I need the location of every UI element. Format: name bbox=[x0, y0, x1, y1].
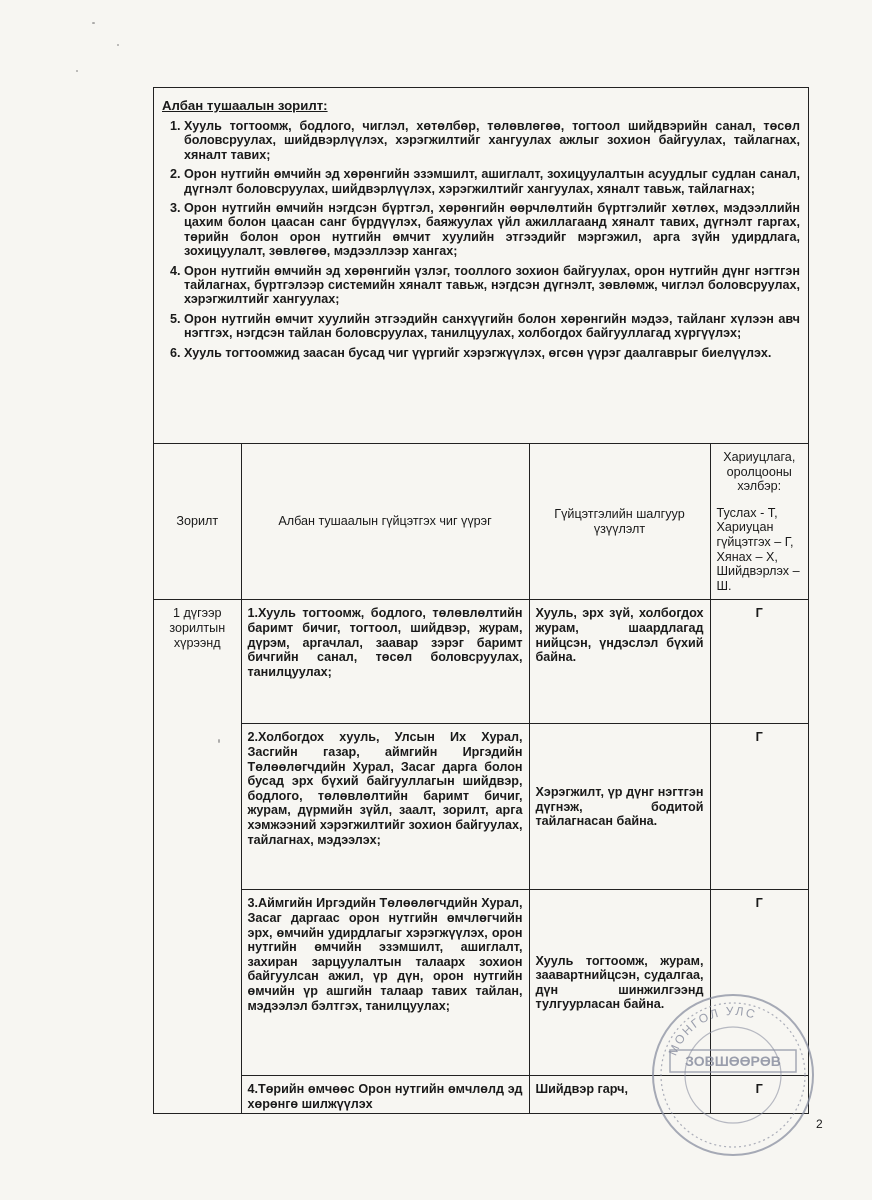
purpose-section bbox=[154, 88, 808, 444]
criteria-cell: Хууль тогтоомж, журам, заавартнийцсэн, судалгаа, дүн шинжилгээнд тулгуурласан байна. bbox=[529, 890, 710, 1076]
purpose-item: 3. Орон нутгийн өмчийн нэгдсэн бүртгэл, хөрөнгийн өөрчлөлтийн бүртгэлийг хөтлөх, мэдээллийн цахим болон цаасан санг бүрдүүлэх, баяжуулах үйл ажиллагаанд хяналт тавих, дүгнэлт гаргах, төрийн болон орон нутгийн өмчит хуулийн этгээдийг мэргэжил, арга зүйн удирдлага, зохицуулалт, зөвлөгөө, мэдээллээр хангах; bbox=[184, 201, 800, 259]
responsibility-line: Шийдвэрлэх – Ш. bbox=[716, 564, 800, 593]
responsibility-code: Г bbox=[710, 600, 808, 724]
stamp-band: ЗОВШӨӨРӨВ bbox=[685, 1053, 781, 1069]
responsibility-title: Хариуцлага, оролцооны хэлбэр: bbox=[723, 450, 796, 494]
purpose-item: 1. Хууль тогтоомж, бодлого, чиглэл, хөтөлбөр, төлөвлөгөө, тогтоол шийдвэрийн санал, төсөл боловсруулах, шийдвэрлүүлэх, хэрэгжилтийг хангуулах ажлыг зохион байгуулах, тайлагнах, хяналт тавих; bbox=[184, 119, 800, 162]
criteria-cell: Хэрэгжилт, үр дүнг нэгтгэн дүгнэж, бодитой тайлагнасан байна. bbox=[529, 724, 710, 890]
table-row bbox=[154, 600, 808, 724]
responsibility-code: Г bbox=[710, 1076, 808, 1114]
duty-cell: 3.Аймгийн Иргэдийн Төлөөлөгчдийн Хурал, Засаг даргаас орон нутгийн өмчлөгчийн эрх, өмчийн удирдлагыг хэрэгжүүлэх, орон нутгийн өмчийн эзэмшилт, ашиглалт, захиран зарцуулалтын талаарх зохион байгуулсан ажил, үр дүн, орон нутгийн өмчийн үр ашгийн талаар тавих тайлан, мэдээлэл бэлтгэх, танилцуулах; bbox=[241, 890, 529, 1076]
scan-speck bbox=[76, 70, 78, 72]
page-number: 2 bbox=[816, 1117, 823, 1131]
purpose-item: 2. Орон нутгийн өмчийн эд хөрөнгийн эзэмшилт, ашиглалт, зохицуулалтын асуудлыг судлан санал, дүгнэлт боловсруулах, шийдвэрлүүлэх, хэрэгжилтийг хангуулах, хяналт тавьж, тайлагнах; bbox=[184, 167, 800, 196]
responsibility-code: Г bbox=[710, 724, 808, 890]
criteria-cell: Хууль, эрх зүй, холбогдох журам, шаардлагад нийцсэн, үндэслэл бүхий байна. bbox=[529, 600, 710, 724]
purpose-item: 5. Орон нутгийн өмчит хуулийн этгээдийн санхүүгийн болон хөрөнгийн мэдээ, тайланг хүлээн авч нэгтгэх, нэгдсэн тайлан боловсруулах, танилцуулах, холбогдох байгууллагад хүргүүлэх; bbox=[184, 312, 800, 341]
header-criteria: Гүйцэтгэлийн шалгуур үзүүлэлт bbox=[529, 444, 710, 600]
duty-cell: 4.Төрийн өмчөөс Орон нутгийн өмчлөлд эд хөрөнгө шилжүүлэх bbox=[241, 1076, 529, 1114]
purpose-list bbox=[162, 119, 800, 360]
header-duty: Албан тушаалын гүйцэтгэх чиг үүрэг bbox=[241, 444, 529, 600]
goal-label: 1 дүгээр зорилтын хүрээнд bbox=[154, 600, 241, 1114]
table-header-row bbox=[154, 444, 808, 600]
responsibility-line: Хариуцан гүйцэтгэх – Г, bbox=[716, 520, 794, 549]
table-row bbox=[154, 1076, 808, 1114]
stamp-text: МОНГОЛ УЛС bbox=[665, 1003, 759, 1058]
responsibility-line: Туслах - Т, bbox=[716, 505, 778, 520]
header-goal: Зорилт bbox=[154, 444, 241, 600]
scan-speck bbox=[117, 44, 119, 46]
purpose-item: 4. Орон нутгийн өмчийн эд хөрөнгийн үзлэг, тооллого зохион байгуулах, орон нутгийн дүнг нэгтгэн тайлагнах, бүртгэлээр системийн хяналт тавьж, нэгдсэн дүгнэлт, зөвлөмж, чиглэл боловсруулах, хэрэгжилтийг хангуулах; bbox=[184, 264, 800, 307]
duty-cell: 2.Холбогдох хууль, Улсын Их Хурал, Засгийн газар, аймгийн Иргэдийн Төлөөлөгчдийн Хурал, Засаг дарга болон бусад эрх бүхий байгууллагын шийдвэр, бодлого, төлөвлөлтийн баримт бичиг, журам, дүрмийн зүйл, заалт, зорилт, арга хэмжээний хэрэгжилтийг зохион байгуулах, тайлагнах, мэдээлэх; bbox=[241, 724, 529, 890]
document-frame bbox=[153, 87, 809, 1114]
responsibility-code: Г bbox=[710, 890, 808, 1076]
purpose-item: 6. Хууль тогтоомжид заасан бусад чиг үүргийг хэрэгжүүлэх, өгсөн үүрэг даалгаврыг биелүүлэх. bbox=[184, 346, 800, 360]
scan-speck bbox=[92, 22, 95, 24]
purpose-title: Албан тушаалын зорилт: bbox=[162, 98, 328, 113]
header-responsibility bbox=[710, 444, 808, 600]
criteria-cell: Шийдвэр гарч, bbox=[529, 1076, 710, 1114]
table-row bbox=[154, 890, 808, 1076]
duties-table bbox=[154, 444, 808, 1114]
duty-cell: 1.Хууль тогтоомж, бодлого, төлөвлөлтийн баримт бичиг, тогтоол, шийдвэр, журам, дүрэм, аргачлал, заавар зэрэг баримт бичгийн санал, төсөл боловсруулах, танилцуулах; bbox=[241, 600, 529, 724]
responsibility-line: Хянах – Х, bbox=[716, 549, 778, 564]
table-row bbox=[154, 724, 808, 890]
